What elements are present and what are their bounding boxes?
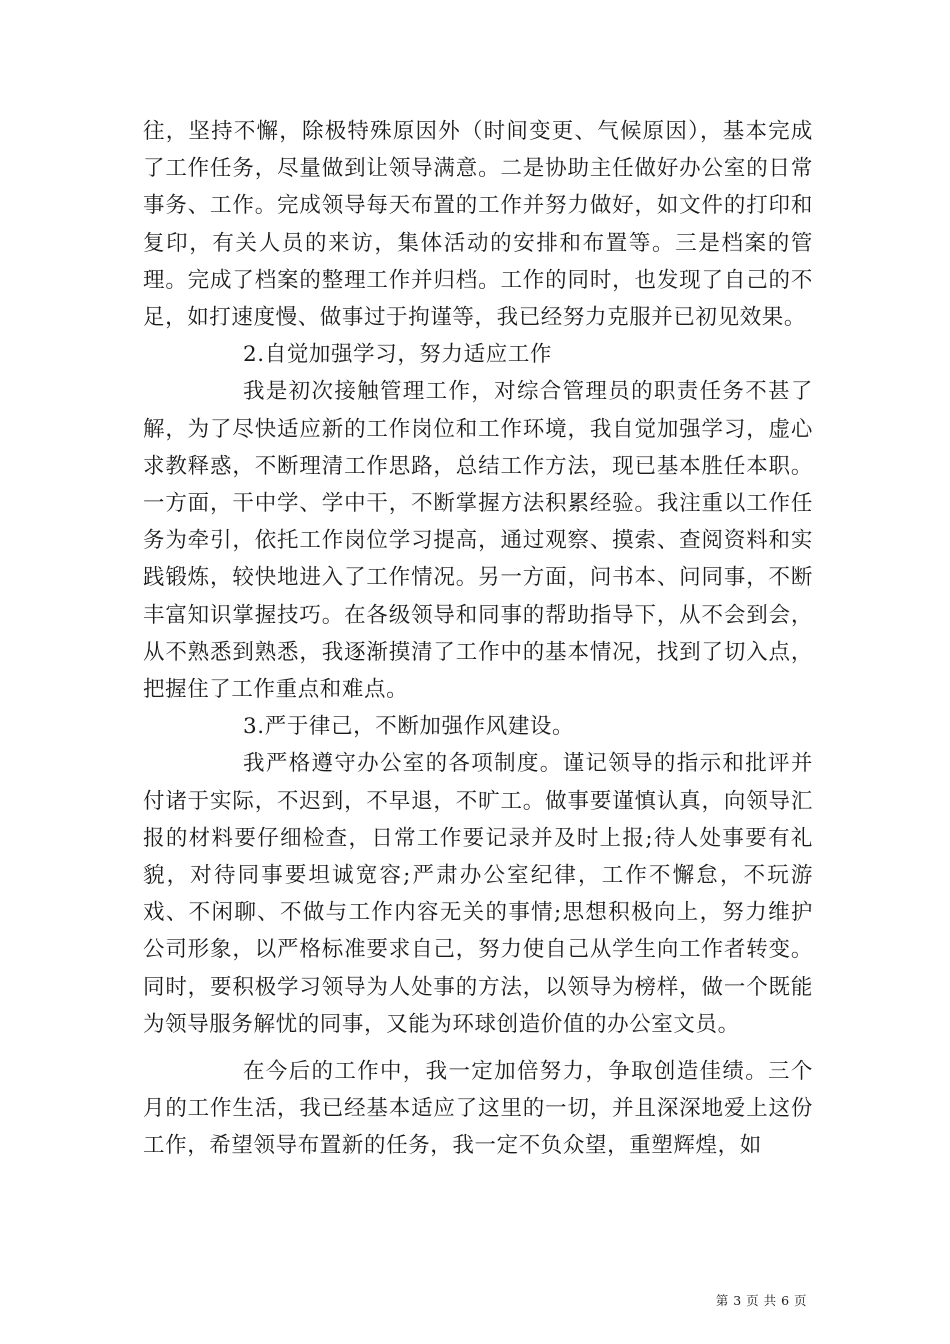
document-body [143, 113, 813, 1165]
paragraph-discipline: 我严格遵守办公室的各项制度。谨记领导的指示和批评并付诸于实际，不迟到，不早退，不旷工。做事要谨慎认真，向领导汇报的材料要仔细检查，日常工作要记录并及时上报;待人处事要有礼貌，对待同事要坦诚宽容;严肃办公室纪律，工作不懈怠，不玩游戏、不闲聊、不做与工作内容无关的事情;思想积极向上，努力维护公司形象，以严格标准要求自己，努力使自己从学生向工作者转变。同时，要积极学习领导为人处事的方法，以领导为榜样，做一个既能为领导服务解忧的同事，又能为环球创造价值的办公室文员。 [143, 751, 813, 1037]
paragraph-work-summary-continued: 往，坚持不懈，除极特殊原因外（时间变更、气候原因），基本完成了工作任务，尽量做到让领导满意。二是协助主任做好办公室的日常事务、工作。完成领导每天布置的工作并努力做好，如文件的打印和复印，有关人员的来访，集体活动的安排和布置等。三是档案的管理。完成了档案的整理工作并归档。工作的同时，也发现了自己的不足，如打速度慢、做事过于拘谨等，我已经努力克服并已初见效果。 [143, 119, 813, 331]
paragraph-learning: 我是初次接触管理工作，对综合管理员的职责任务不甚了解，为了尽快适应新的工作岗位和工作环境，我自觉加强学习，虚心求教释惑，不断理清工作思路，总结工作方法，现已基本胜任本职。一方面，干中学、学中干，不断掌握方法积累经验。我注重以工作任务为牵引，依托工作岗位学习提高，通过观察、摸索、查阅资料和实践锻炼，较快地进入了工作情况。另一方面，问书本、问同事，不断丰富知识掌握技巧。在各级领导和同事的帮助指导下，从不会到会，从不熟悉到熟悉，我逐渐摸清了工作中的基本情况，找到了切入点，把握住了工作重点和难点。 [143, 379, 813, 703]
section-heading-2: 2.自觉加强学习，努力适应工作 [243, 342, 553, 368]
page-number-footer: 第 3 页 共 6 页 [715, 1293, 807, 1308]
section-heading-3: 3.严于律己，不断加强作风建设。 [243, 714, 575, 740]
paragraph-future-work: 在今后的工作中，我一定加倍努力，争取创造佳绩。三个月的工作生活，我已经基本适应了这里的一切，并且深深地爱上这份工作，希望领导布置新的任务，我一定不负众望，重塑辉煌，如 [143, 1059, 813, 1159]
